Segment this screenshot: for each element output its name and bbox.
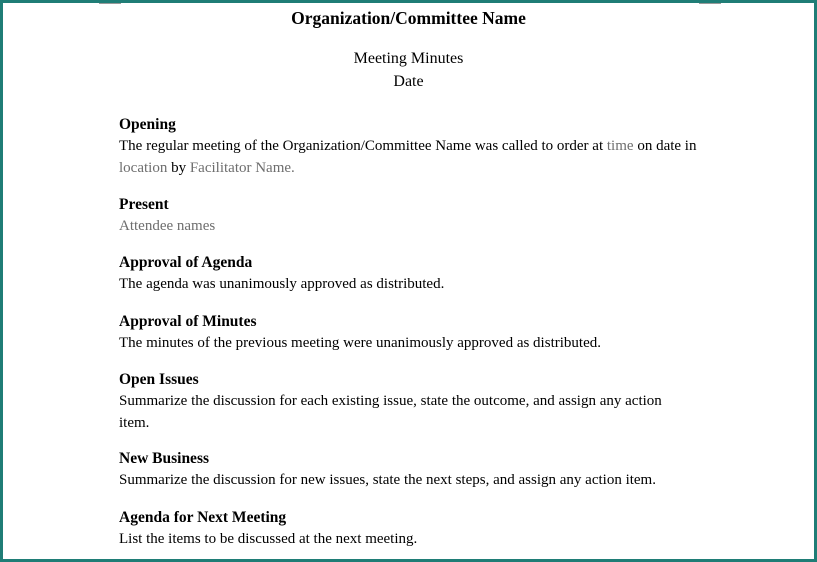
section-heading-next-meeting: Agenda for Next Meeting	[119, 509, 287, 526]
section-text-approval-minutes: The minutes of the previous meeting were unanimously approved as distributed.	[119, 335, 601, 351]
section-new-business	[119, 448, 709, 491]
opening-text-part-4: .	[291, 160, 295, 176]
section-heading-approval-agenda: Approval of Agenda	[119, 254, 253, 271]
opening-text-part-1: The regular meeting of the Organization/Committee Name was called to order at	[119, 138, 607, 154]
document-subtitle: Meeting Minutes	[353, 50, 464, 67]
section-heading-new-business: New Business	[119, 450, 210, 467]
section-heading-opening: Opening	[119, 116, 176, 133]
document-date: Date	[393, 73, 424, 90]
document-header	[3, 47, 814, 93]
section-text-next-meeting: List the items to be discussed at the next meeting.	[119, 531, 418, 547]
time-placeholder: time	[606, 138, 634, 154]
document-title: Organization/Committee Name	[291, 8, 526, 28]
attendee-names-placeholder: Attendee names	[119, 218, 216, 234]
facilitator-placeholder: Facilitator Name	[189, 160, 292, 176]
ruler-mark-right	[699, 3, 721, 4]
section-heading-open-issues: Open Issues	[119, 371, 199, 388]
section-heading-approval-minutes: Approval of Minutes	[119, 313, 257, 330]
section-open-issues	[119, 369, 709, 434]
section-approval-agenda	[119, 252, 709, 295]
section-text-open-issues: Summarize the discussion for each existing issue, state the outcome, and assign any action item.	[119, 393, 662, 431]
section-present	[119, 194, 709, 237]
section-next-meeting	[119, 507, 709, 550]
section-opening	[119, 114, 709, 179]
opening-text-part-3: by	[167, 160, 190, 176]
section-heading-present: Present	[119, 196, 169, 213]
opening-text-part-2: on date in	[633, 138, 697, 154]
section-text-new-business: Summarize the discussion for new issues, state the next steps, and assign any action item.	[119, 472, 656, 488]
location-placeholder: location	[119, 160, 168, 176]
ruler-mark-left	[99, 3, 121, 4]
section-approval-minutes	[119, 311, 709, 354]
section-text-opening	[119, 135, 704, 179]
section-text-approval-agenda: The agenda was unanimously approved as distributed.	[119, 276, 445, 292]
